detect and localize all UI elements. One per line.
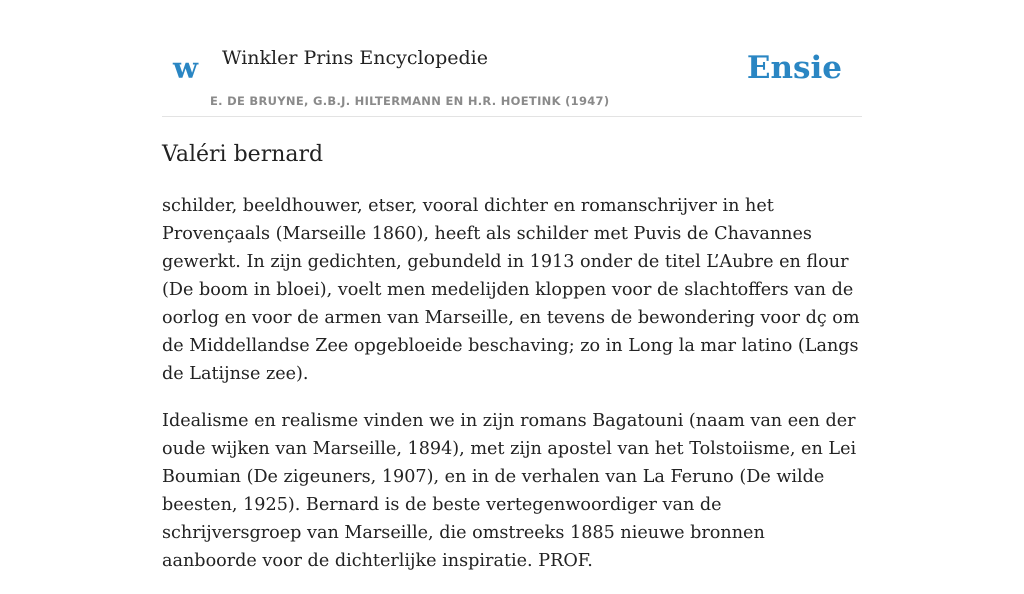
article-body: [162, 192, 862, 594]
site-header: [162, 0, 862, 117]
source-logo-icon[interactable]: w: [173, 51, 198, 85]
article-title: Valéri bernard: [162, 142, 324, 167]
source-title[interactable]: Winkler Prins Encyclopedie: [222, 47, 488, 69]
article-paragraph: Idealisme en realisme vinden we in zijn romans Bagatouni (naam van een der oude wijken van Marseille, 1894), met zijn apostel van het Tolstoiisme, en Lei Boumian (De zigeuners, 1907), en in de verhalen van La Feruno (De wilde beesten, 1925). Bernard is de beste vertegenwoordiger van de schrijversgroep van Marseille, die omstreeks 1885 nieuwe bronnen aanboorde voor de dichterlijke inspiratie. PROF.: [162, 411, 857, 571]
article-page: [162, 0, 862, 571]
ensie-logo[interactable]: Ensie: [746, 50, 842, 86]
source-authors: E. DE BRUYNE, G.B.J. HILTERMANN EN H.R. HOETINK (1947): [210, 94, 610, 108]
article-paragraph: schilder, beeldhouwer, etser, vooral dichter en romanschrijver in het Provençaals (Marseille 1860), heeft als schilder met Puvis de Chavannes gewerkt. In zijn gedichten, gebundeld in 1913 onder de titel L’Aubre en flour (De boom in bloei), voelt men medelijden kloppen voor de slachtoffers van de oorlog en voor de armen van Marseille, en tevens de bewondering voor dç om de Middellandse Zee opgebloeide beschaving; zo in Long la mar latino (Langs de Latijnse zee).: [162, 196, 860, 384]
